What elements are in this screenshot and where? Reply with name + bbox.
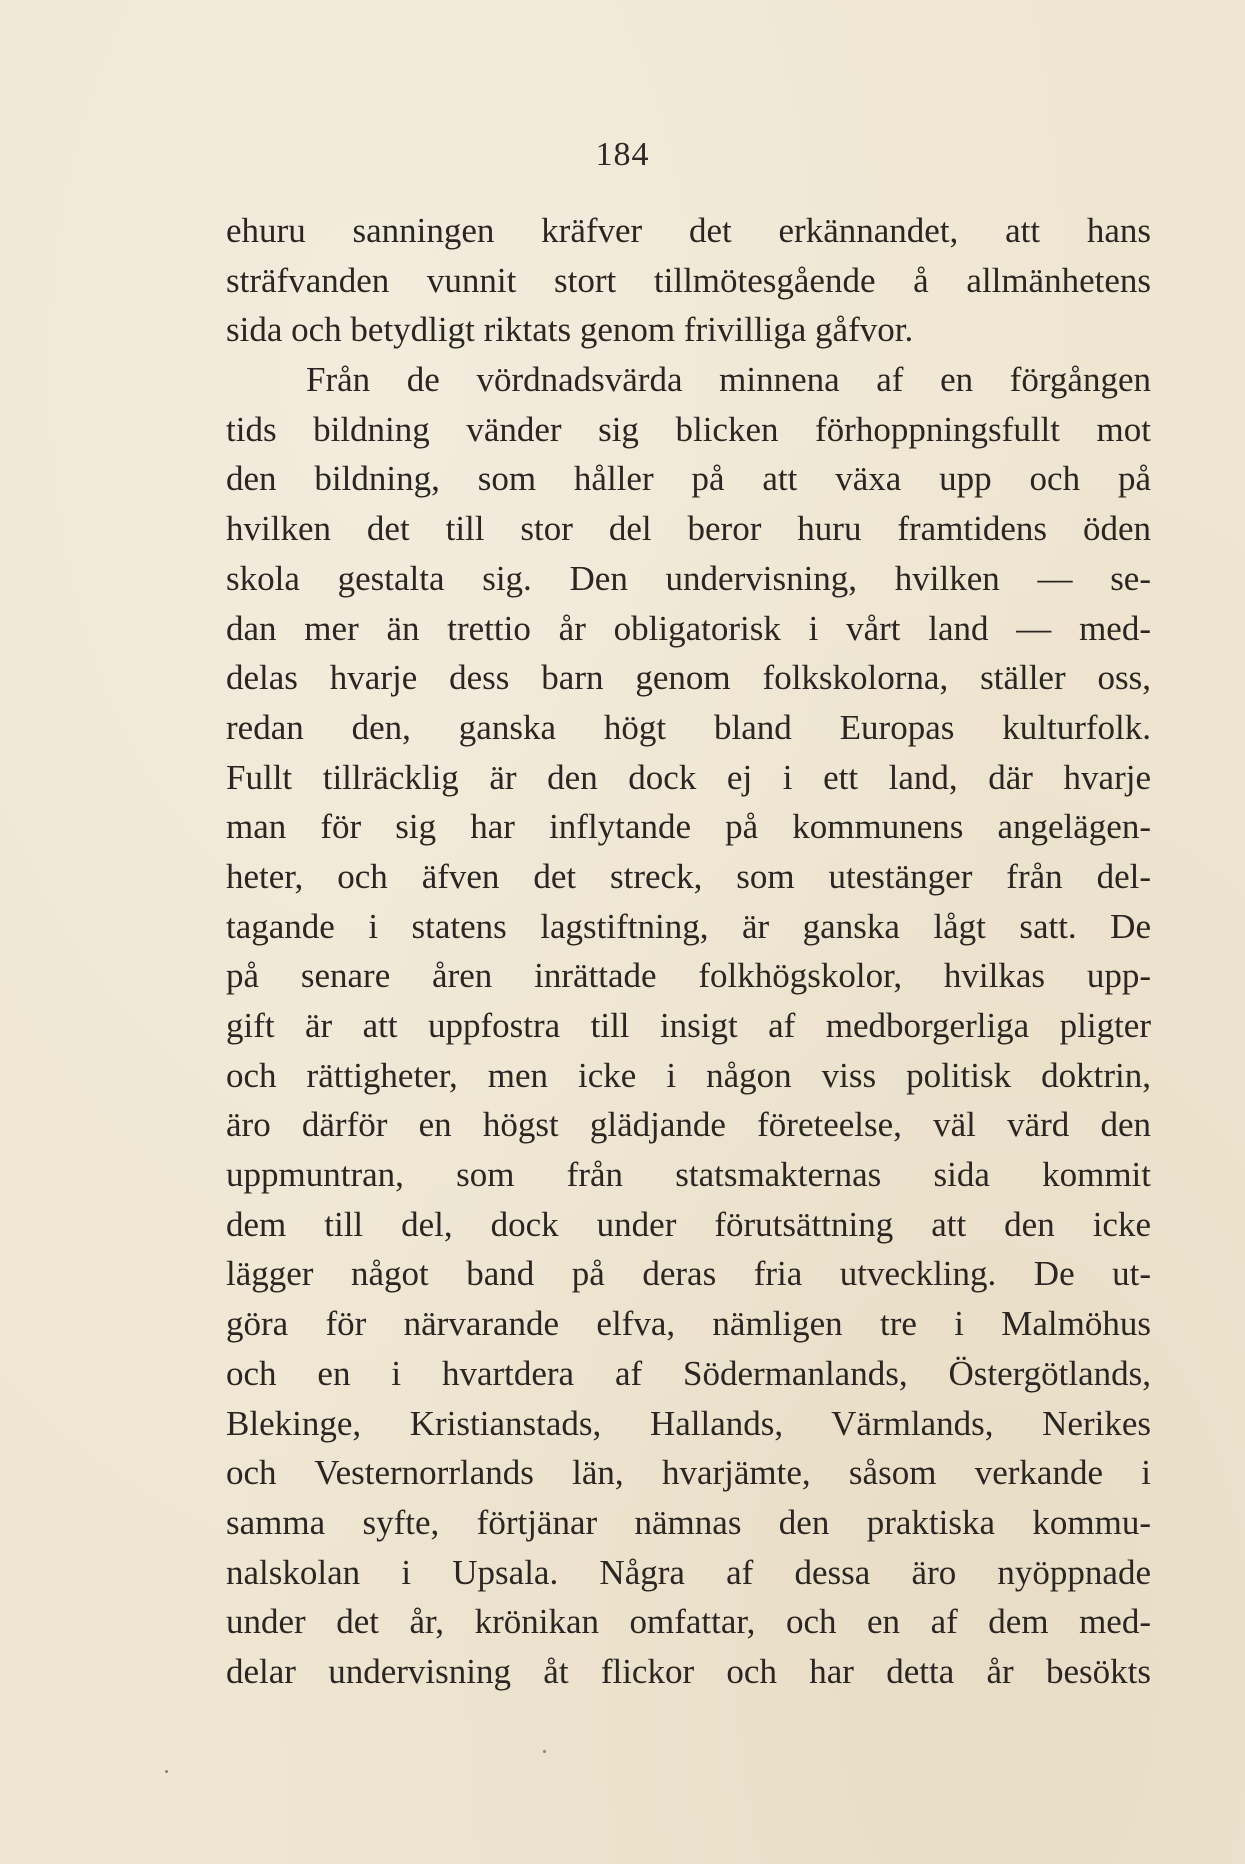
text-line: och Vesternorrlands län, hvarjämte, såsom verkande i <box>226 1453 1151 1493</box>
text-line: sträfvanden vunnit stort tillmötesgående å allmänhetens <box>226 260 1151 300</box>
text-line: under det år, krönikan omfattar, och en af dem med- <box>226 1602 1151 1642</box>
text-line: man för sig har inflytande på kommunens angelägen- <box>226 807 1151 847</box>
text-line: uppmuntran, som från statsmakternas sida kommit <box>226 1155 1151 1195</box>
text-line: Fullt tillräcklig är den dock ej i ett land, där hvarje <box>226 757 1151 797</box>
page-number: 184 <box>595 136 650 173</box>
text-line: redan den, ganska högt bland Europas kulturfolk. <box>226 707 1151 747</box>
text-line: lägger något band på deras fria utveckling. De ut- <box>226 1254 1151 1294</box>
text-line: samma syfte, förtjänar nämnas den praktiska kommu- <box>226 1502 1151 1542</box>
text-line: Från de vördnadsvärda minnena af en förgången <box>306 360 1151 400</box>
text-line: på senare åren inrättade folkhögskolor, hvilkas upp- <box>226 956 1151 996</box>
text-line: göra för närvarande elfva, nämligen tre i Malmöhus <box>226 1304 1151 1344</box>
text-line: dem till del, dock under förutsättning att den icke <box>226 1204 1151 1244</box>
text-line: tagande i statens lagstiftning, är ganska lågt satt. De <box>226 906 1151 946</box>
text-line: äro därför en högst glädjande företeelse, väl värd den <box>226 1105 1151 1145</box>
text-line: gift är att uppfostra till insigt af medborgerliga pligter <box>226 1006 1151 1045</box>
text-line: dan mer än trettio år obligatorisk i vårt land — med- <box>226 608 1151 648</box>
text-line: heter, och äfven det streck, som utestänger från del- <box>226 856 1151 896</box>
text-line: och en i hvartdera af Södermanlands, Östergötlands, <box>226 1353 1151 1393</box>
text-line: den bildning, som håller på att växa upp och på <box>226 459 1151 499</box>
text-line: hvilken det till stor del beror huru framtidens öden <box>226 509 1151 549</box>
text-line: tids bildning vänder sig blicken förhoppningsfullt mot <box>226 409 1151 449</box>
text-line: delas hvarje dess barn genom folkskolorna, ställer oss, <box>226 658 1151 698</box>
text-line: Blekinge, Kristianstads, Hallands, Värmlands, Nerikes <box>226 1403 1151 1443</box>
text-line: och rättigheter, men icke i någon viss politisk doktrin, <box>226 1055 1151 1095</box>
text-line: skola gestalta sig. Den undervisning, hvilken — se- <box>226 558 1151 598</box>
paper-speck <box>165 1770 168 1773</box>
text-line: nalskolan i Upsala. Några af dessa äro nyöppnade <box>226 1552 1151 1592</box>
text-line: sida och betydligt riktats genom frivilliga gåfvor. <box>226 310 914 350</box>
text-line: ehuru sanningen kräfver det erkännandet, att hans <box>226 211 1151 250</box>
text-line: delar undervisning åt flickor och har detta år besökts <box>226 1651 1151 1691</box>
paper-speck <box>543 1750 546 1753</box>
body-text <box>226 206 1151 1697</box>
